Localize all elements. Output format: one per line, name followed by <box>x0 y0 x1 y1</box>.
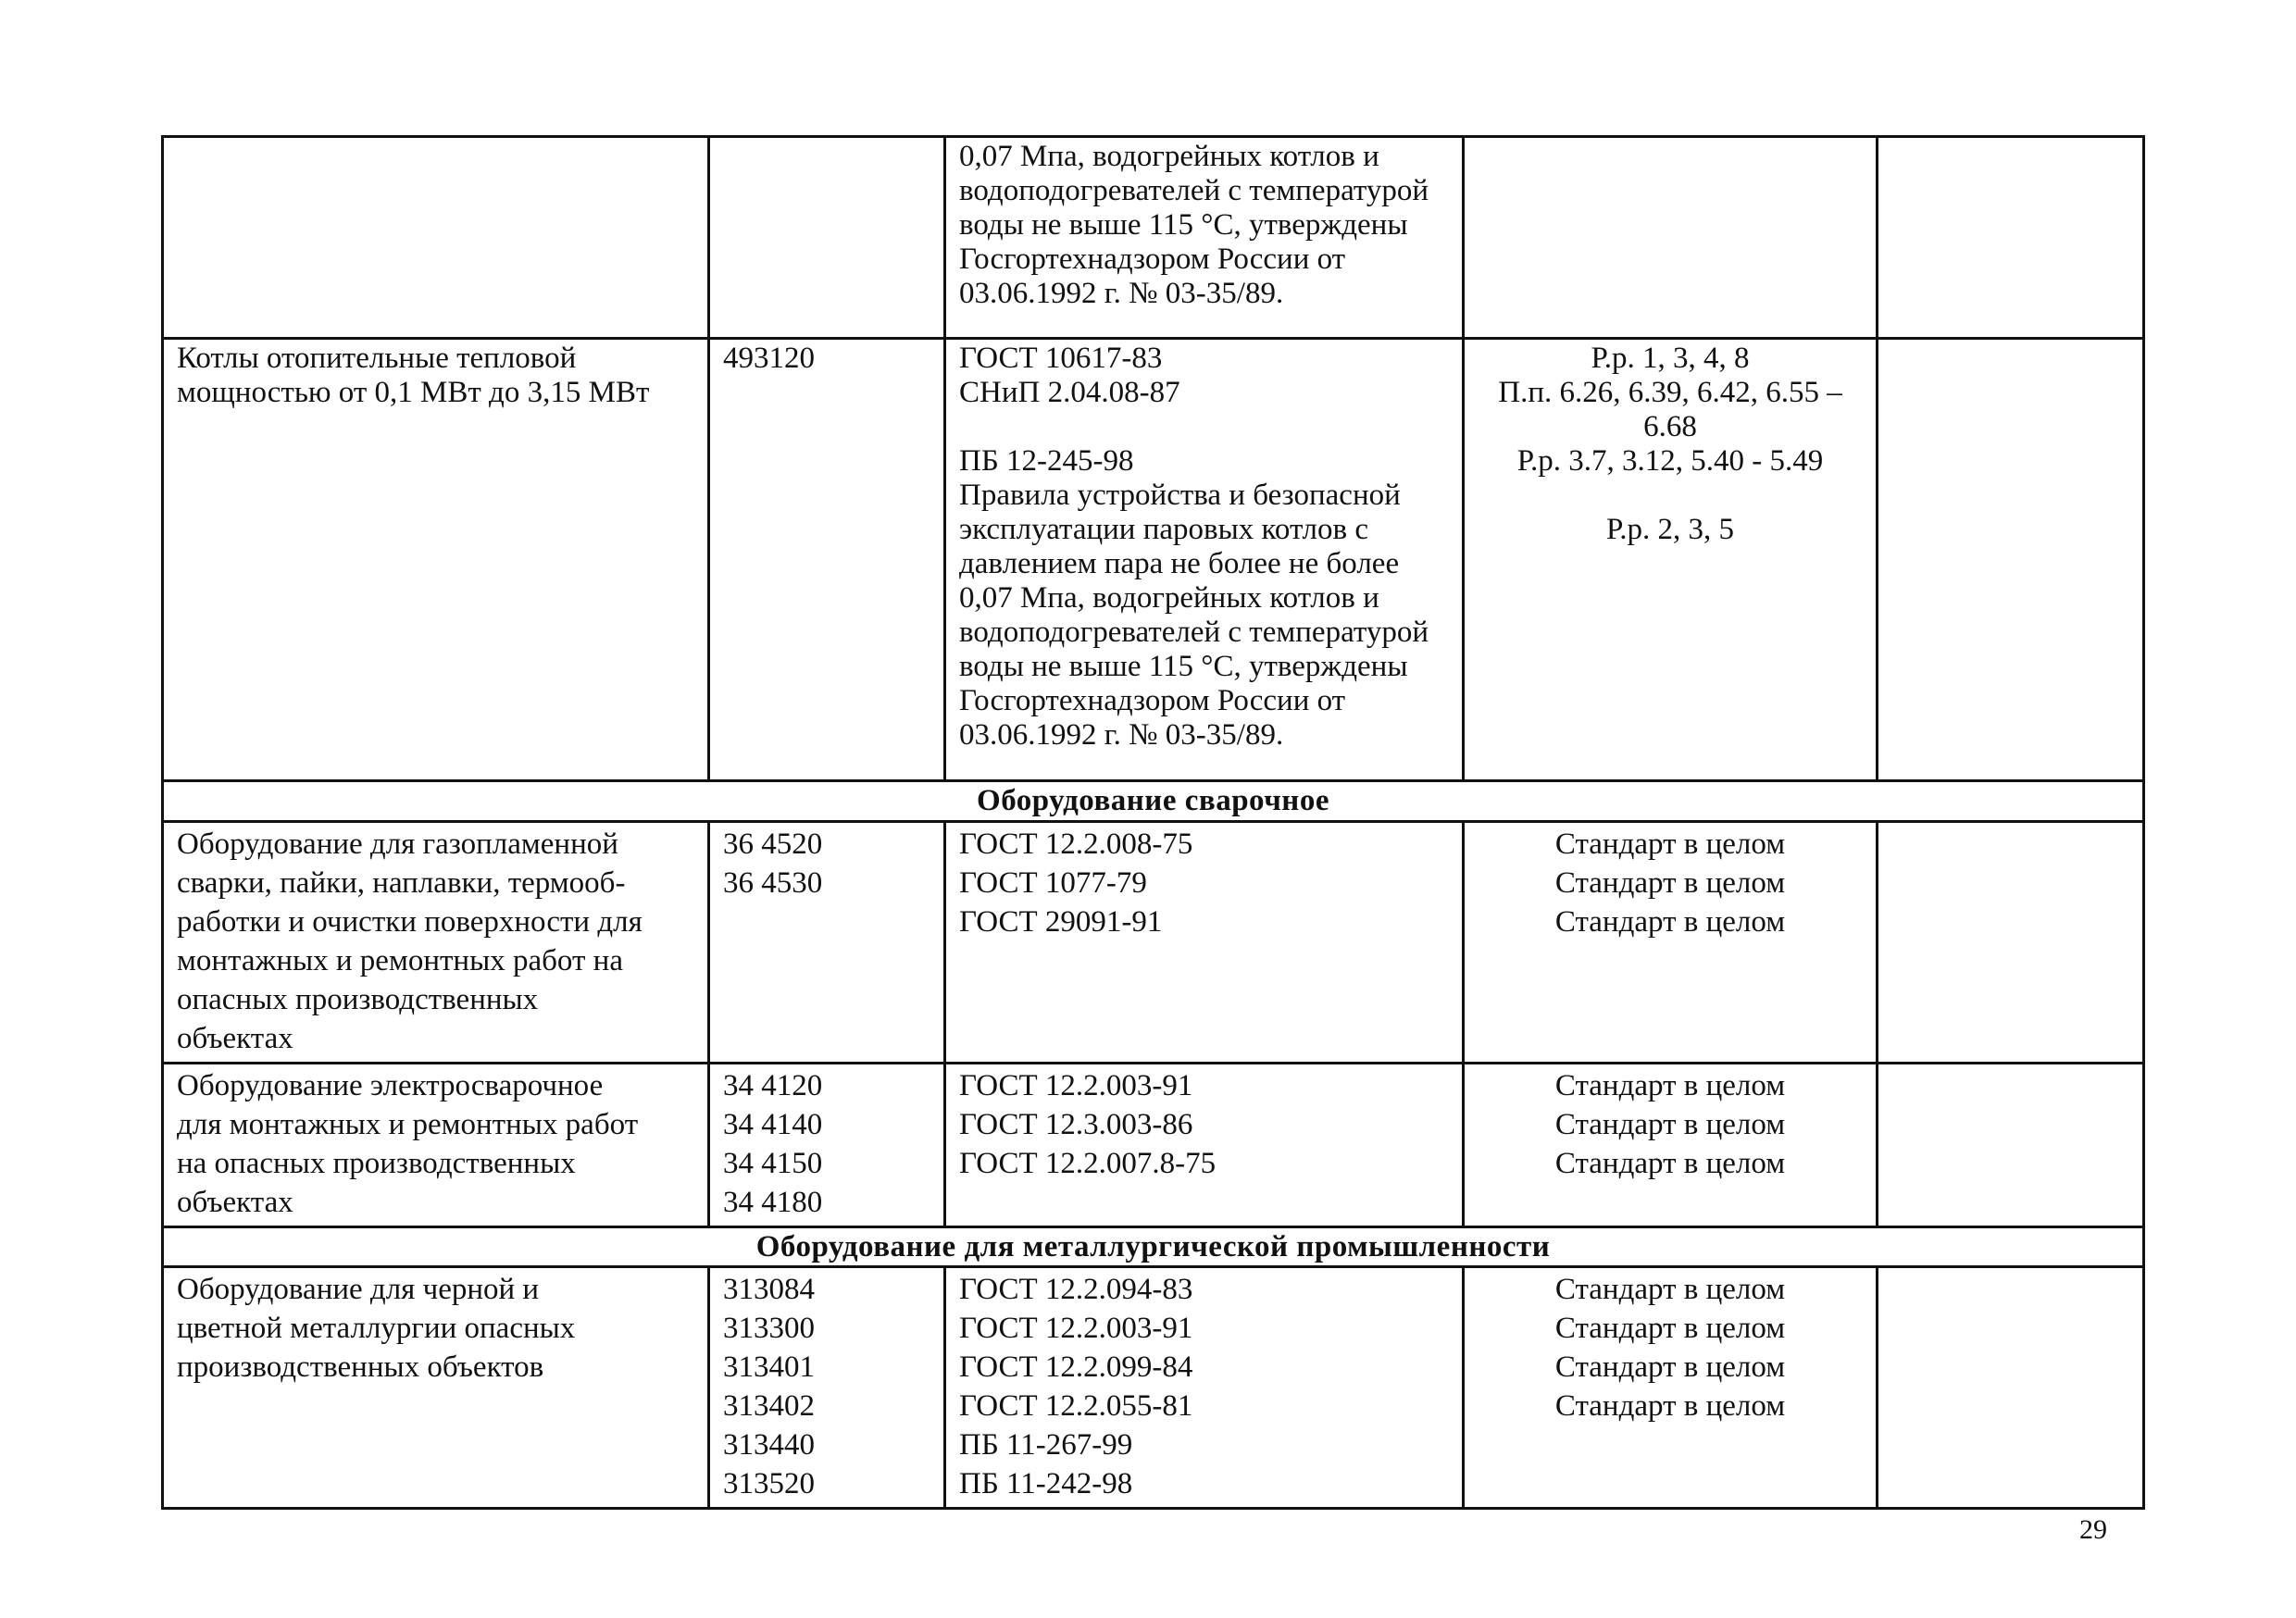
notes-cell <box>1878 1267 2144 1509</box>
clause-item: Стандарт в целом <box>1554 866 1786 900</box>
clause-item: Стандарт в целом <box>1554 1350 1786 1384</box>
okp-code: 313401 <box>723 1350 815 1384</box>
clause-item: Стандарт в целом <box>1554 1069 1786 1102</box>
page-number: 29 <box>2079 1514 2107 1545</box>
section-row <box>163 1227 2144 1267</box>
doc-item: ГОСТ 12.3.003-86 <box>959 1108 1193 1141</box>
okp-code: 36 4520 <box>723 828 823 861</box>
normative-doc-cell <box>945 339 1464 781</box>
okp-code: 313300 <box>723 1312 815 1345</box>
clause-item: Стандарт в целом <box>1554 1108 1786 1141</box>
equipment-name-cell <box>163 137 709 339</box>
doc-item: ГОСТ 12.2.094-83 <box>959 1273 1193 1306</box>
okp-code-cell <box>709 822 945 1064</box>
okp-code: 34 4120 <box>723 1069 823 1102</box>
table-row <box>163 1064 2144 1227</box>
normative-doc-cell <box>945 822 1464 1064</box>
okp-code: 34 4180 <box>723 1186 823 1219</box>
equipment-name-cell <box>163 1267 709 1509</box>
clauses-cell <box>1464 1267 1878 1509</box>
section-title: Оборудование для металлургической промышленности <box>163 1227 2144 1267</box>
notes-cell <box>1878 137 2144 339</box>
doc-item: ПБ 11-242-98 <box>959 1467 1133 1500</box>
okp-code: 36 4530 <box>723 866 823 900</box>
section-title: Оборудование сварочное <box>163 781 2144 822</box>
equipment-name: Котлы отопительные тепловой мощностью от 0,1 МВт до 3,15 МВт <box>177 342 650 409</box>
equipment-name-cell <box>163 339 709 781</box>
doc-item: ПБ 11-267-99 <box>959 1428 1133 1462</box>
clause-item: Р.р. 1, 3, 4, 8 <box>1591 342 1750 375</box>
clause-item: Р.р. 2, 3, 5 <box>1606 513 1734 546</box>
okp-code-cell <box>709 1064 945 1227</box>
doc-item: ГОСТ 12.2.099-84 <box>959 1350 1193 1384</box>
okp-code-cell <box>709 1267 945 1509</box>
notes-cell <box>1878 339 2144 781</box>
notes-cell <box>1878 1064 2144 1227</box>
clause-spacer <box>1478 479 1863 513</box>
equipment-name-cell <box>163 822 709 1064</box>
doc-item: СНиП 2.04.08-87 <box>959 376 1180 409</box>
okp-code: 313084 <box>723 1273 815 1306</box>
doc-item: ГОСТ 12.2.003-91 <box>959 1312 1193 1345</box>
normative-doc-cell <box>945 1267 1464 1509</box>
clause-item: Стандарт в целом <box>1554 1312 1786 1345</box>
equipment-name: Оборудование электросварочное для монтажных и ремонтных работ на опасных производственных объектах <box>177 1069 639 1219</box>
doc-item: ГОСТ 12.2.003-91 <box>959 1069 1193 1102</box>
clause-item: Стандарт в целом <box>1554 905 1786 939</box>
normative-doc-cell <box>945 1064 1464 1227</box>
okp-code-cell <box>709 137 945 339</box>
clause-item: Стандарт в целом <box>1554 1147 1786 1180</box>
notes-cell <box>1878 822 2144 1064</box>
doc-item: ПБ 12-245-98 <box>959 444 1134 478</box>
clause-item: П.п. 6.26, 6.39, 6.42, 6.55 – 6.68 <box>1498 376 1842 443</box>
okp-code: 493120 <box>723 342 815 375</box>
table-row <box>163 1267 2144 1509</box>
okp-code: 34 4150 <box>723 1147 823 1180</box>
doc-text: 0,07 Мпа, водогрейных котлов и водоподогревателей с температурой воды не выше 115 °С, утверждены Госгортехнадзором России от 03.06.1992 г. № 03-35/89. <box>959 140 1429 310</box>
standards-table <box>161 135 2145 1510</box>
table-row <box>163 822 2144 1064</box>
doc-item: ГОСТ 29091-91 <box>959 905 1163 939</box>
clauses-cell <box>1464 339 1878 781</box>
table-row <box>163 339 2144 781</box>
doc-item: ГОСТ 12.2.007.8-75 <box>959 1147 1217 1180</box>
clauses-cell <box>1464 1064 1878 1227</box>
clauses-cell <box>1464 137 1878 339</box>
okp-code-cell <box>709 339 945 781</box>
normative-doc-cell <box>945 137 1464 339</box>
clause-item: Стандарт в целом <box>1554 828 1786 861</box>
doc-item: ГОСТ 10617-83 <box>959 342 1163 375</box>
doc-item: ГОСТ 1077-79 <box>959 866 1147 900</box>
equipment-name: Оборудование для черной и цветной металлургии опасных производственных объектов <box>177 1273 576 1384</box>
equipment-name-cell <box>163 1064 709 1227</box>
doc-item: ГОСТ 12.2.055-81 <box>959 1389 1193 1423</box>
okp-code: 313402 <box>723 1389 815 1423</box>
doc-item: Правила устройства и безопасной эксплуатации паровых котлов с давлением пара не более не более 0,07 Мпа, водогрейных котлов и водоподогревателей с температурой воды не выше 115 °С, утверждены Госгортехнадзором России от 03.06.1992 г. № 03-35/89. <box>959 479 1429 752</box>
equipment-name: Оборудование для газопламенной сварки, пайки, наплавки, термооб- работки и очистки поверхности для монтажных и ремонтных работ на опасных производственных объектах <box>177 828 643 1055</box>
clause-item: Стандарт в целом <box>1554 1273 1786 1306</box>
section-row <box>163 781 2144 822</box>
okp-code: 313440 <box>723 1428 815 1462</box>
doc-item: ГОСТ 12.2.008-75 <box>959 828 1193 861</box>
doc-spacer <box>959 410 1449 444</box>
clause-item: Р.р. 3.7, 3.12, 5.40 - 5.49 <box>1516 444 1824 478</box>
table-row <box>163 137 2144 339</box>
okp-code: 34 4140 <box>723 1108 823 1141</box>
clause-item: Стандарт в целом <box>1554 1389 1786 1423</box>
clauses-cell <box>1464 822 1878 1064</box>
okp-code: 313520 <box>723 1467 815 1500</box>
